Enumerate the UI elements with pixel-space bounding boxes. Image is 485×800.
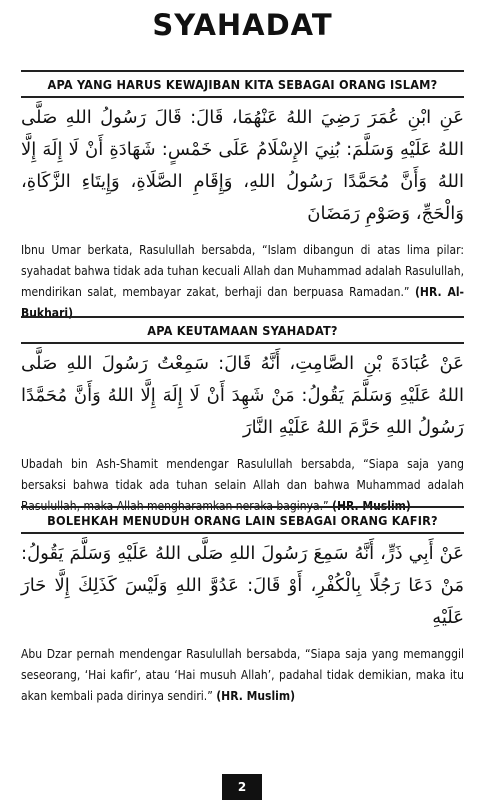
section-heading: APA KEUTAMAAN SYAHADAT?: [147, 323, 338, 338]
page-number: 2: [222, 774, 262, 800]
page-title: SYAHADAT: [152, 8, 333, 42]
arabic-hadith-text: عَنْ عُبَادَةَ بْنِ الصَّامِتِ، أَنَّهُ قَالَ: سَمِعْتُ رَسُولَ اللهِ صَلَّى اللهُ عَلَيْهِ وَسَلَّمَ يَقُولُ: مَنْ شَهِدَ أَنْ لَا إِلَهَ إِلَّا اللهُ وَأَنَّ مُحَمَّدًا رَسُولُ اللهِ حَرَّمَ اللهُ عَلَيْهِ النَّارَ: [21, 353, 464, 438]
hadith-source: (HR. Muslim): [216, 689, 296, 703]
hadith-translation: [21, 644, 464, 707]
section-divider: [21, 96, 464, 98]
translation-text: Abu Dzar pernah mendengar Rasulullah bersabda, “Siapa saja yang memanggil seseorang, ‘Hai kafir’, atau ‘Hai musuh Allah’, padahal tidak demikian, maka itu akan kembali pada dirinya sendiri.”: [21, 647, 464, 703]
section-menuduh-kafir: [21, 506, 464, 707]
section-divider: [21, 342, 464, 344]
translation-text: Ibnu Umar berkata, Rasulullah bersabda, “Islam dibangun di atas lima pilar: syahadat bahwa tidak ada tuhan kecuali Allah dan Muhammad adalah Rasulullah, mendirikan salat, membayar zakat, berhaji dan berpuasa Ramadan.”: [21, 243, 464, 299]
hadith-source: (HR. Muslim): [332, 499, 411, 513]
section-heading: BOLEHKAH MENUDUH ORANG LAIN SEBAGAI ORANG KAFIR?: [47, 513, 438, 528]
section-heading: APA YANG HARUS KEWAJIBAN KITA SEBAGAI ORANG ISLAM?: [47, 77, 438, 92]
section-divider: [21, 532, 464, 534]
hadith-source: (HR. Al-Bukhari): [21, 285, 464, 320]
section-keutamaan: [21, 316, 464, 517]
hadith-translation: [21, 240, 464, 324]
translation-text: Ubadah bin Ash-Shamit mendengar Rasulullah bersabda, “Siapa saja yang bersaksi bahwa tidak ada tuhan selain Allah dan bahwa Muhammad adalah Rasulullah, maka Allah mengharamkan neraka baginya.”: [21, 457, 464, 513]
arabic-hadith-text: عَنْ أَبِي ذَرٍّ، أَنَّهُ سَمِعَ رَسُولَ اللهِ صَلَّى اللهُ عَلَيْهِ وَسَلَّمَ يَقُولُ: مَنْ دَعَا رَجُلًا بِالْكُفْرِ، أَوْ قَالَ: عَدُوَّ اللهِ وَلَيْسَ كَذَلِكَ إِلَّا حَارَ عَلَيْهِ: [21, 543, 464, 628]
section-kewajiban: [21, 70, 464, 324]
arabic-hadith-text: عَنِ ابْنِ عُمَرَ رَضِيَ اللهُ عَنْهُمَا، قَالَ: قَالَ رَسُولُ اللهِ صَلَّى اللهُ عَلَيْهِ وَسَلَّمَ: بُنِيَ الإِسْلَامُ عَلَى خَمْسٍ: شَهَادَةِ أَنْ لَا إِلَهَ إِلَّا اللهُ وَأَنَّ مُحَمَّدًا رَسُولُ اللهِ، وَإِقَامِ الصَّلَاةِ، وَإِيتَاءِ الزَّكَاةِ، وَالْحَجِّ، وَصَوْمِ رَمَضَانَ: [21, 107, 464, 224]
